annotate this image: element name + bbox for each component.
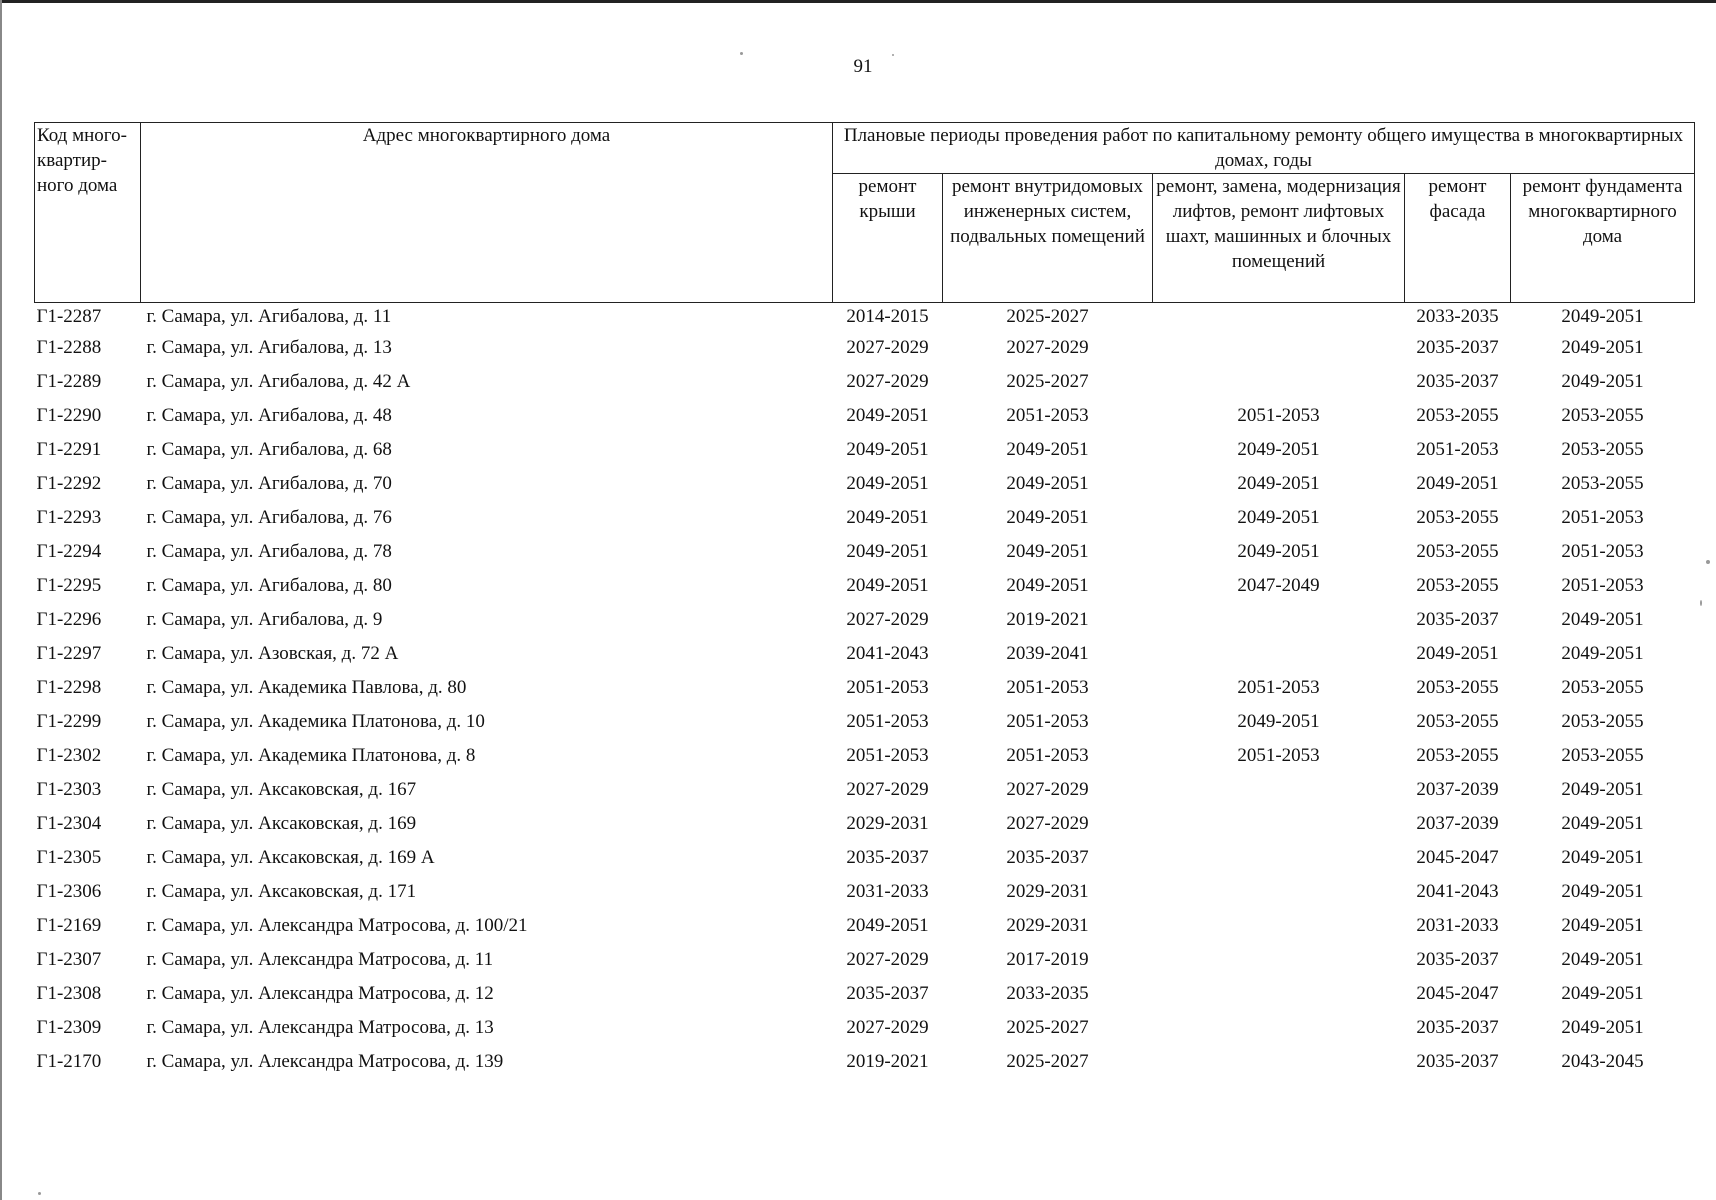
cell-foundation: 2049-2051 xyxy=(1561,983,1644,1004)
cell-elevators: 2049-2051 xyxy=(1237,473,1320,494)
cell-roof: 2049-2051 xyxy=(846,507,929,528)
cell-facade: 2035-2037 xyxy=(1416,949,1499,970)
cell-code: Г1-2296 xyxy=(36,609,102,630)
cell-roof: 2051-2053 xyxy=(846,745,929,766)
cell-roof: 2035-2037 xyxy=(846,847,929,868)
cell-code: Г1-2290 xyxy=(36,405,102,426)
cell-elevators xyxy=(1153,841,1405,875)
cell-foundation: 2051-2053 xyxy=(1561,575,1644,596)
table-header xyxy=(35,123,1695,303)
cell-code: Г1-2169 xyxy=(36,915,102,936)
table-row xyxy=(35,739,1695,773)
cell-facade: 2049-2051 xyxy=(1416,473,1499,494)
table-row xyxy=(35,569,1695,603)
cell-address: г. Самара, ул. Аксаковская, д. 171 xyxy=(146,881,417,902)
cell-address: г. Самара, ул. Агибалова, д. 9 xyxy=(146,609,383,630)
cell-engineering: 2049-2051 xyxy=(1006,439,1089,460)
cell-address: г. Самара, ул. Академика Платонова, д. 8 xyxy=(146,745,476,766)
cell-foundation: 2053-2055 xyxy=(1561,439,1644,460)
table-row xyxy=(35,705,1695,739)
cell-elevators xyxy=(1153,637,1405,671)
header-elevators: ремонт, замена, модернизация лифтов, ремонт лифтовых шахт, машинных и блочных помещений xyxy=(1153,174,1405,303)
cell-foundation: 2049-2051 xyxy=(1561,949,1644,970)
cell-facade: 2035-2037 xyxy=(1416,337,1499,358)
header-code: Код много-квартир-ного дома xyxy=(35,123,141,303)
cell-facade: 2053-2055 xyxy=(1416,711,1499,732)
cell-roof: 2019-2021 xyxy=(846,1051,929,1072)
table-row xyxy=(35,331,1695,365)
table-row xyxy=(35,303,1695,332)
cell-roof: 2049-2051 xyxy=(846,541,929,562)
table-row xyxy=(35,841,1695,875)
cell-engineering: 2029-2031 xyxy=(1006,881,1089,902)
cell-roof: 2027-2029 xyxy=(846,371,929,392)
cell-elevators: 2049-2051 xyxy=(1237,439,1320,460)
cell-foundation: 2049-2051 xyxy=(1561,915,1644,936)
cell-code: Г1-2295 xyxy=(36,575,102,596)
cell-code: Г1-2299 xyxy=(36,711,102,732)
cell-elevators: 2051-2053 xyxy=(1237,405,1320,426)
cell-foundation: 2049-2051 xyxy=(1561,813,1644,834)
cell-foundation: 2051-2053 xyxy=(1561,507,1644,528)
table-row xyxy=(35,773,1695,807)
cell-foundation: 2051-2053 xyxy=(1561,541,1644,562)
cell-code: Г1-2306 xyxy=(36,881,102,902)
cell-facade: 2035-2037 xyxy=(1416,1017,1499,1038)
table-row xyxy=(35,1011,1695,1045)
table-row xyxy=(35,671,1695,705)
cell-roof: 2027-2029 xyxy=(846,949,929,970)
cell-elevators xyxy=(1153,331,1405,365)
cell-facade: 2035-2037 xyxy=(1416,1051,1499,1072)
table-row xyxy=(35,399,1695,433)
cell-code: Г1-2287 xyxy=(36,306,102,327)
cell-engineering: 2051-2053 xyxy=(1006,745,1089,766)
cell-facade: 2045-2047 xyxy=(1416,847,1499,868)
cell-code: Г1-2302 xyxy=(36,745,102,766)
cell-roof: 2051-2053 xyxy=(846,677,929,698)
table-row xyxy=(35,433,1695,467)
cell-roof: 2049-2051 xyxy=(846,439,929,460)
cell-elevators xyxy=(1153,875,1405,909)
cell-code: Г1-2294 xyxy=(36,541,102,562)
table-row xyxy=(35,535,1695,569)
cell-engineering: 2049-2051 xyxy=(1006,473,1089,494)
scan-speck xyxy=(38,1192,41,1195)
cell-roof: 2051-2053 xyxy=(846,711,929,732)
cell-code: Г1-2291 xyxy=(36,439,102,460)
scan-top-edge xyxy=(0,0,1716,3)
cell-elevators: 2049-2051 xyxy=(1237,711,1320,732)
table-row xyxy=(35,637,1695,671)
cell-facade: 2031-2033 xyxy=(1416,915,1499,936)
table-row xyxy=(35,467,1695,501)
cell-address: г. Самара, ул. Аксаковская, д. 169 xyxy=(146,813,417,834)
header-periods-group: Плановые периоды проведения работ по капитальному ремонту общего имущества в многоквартирных домах, годы xyxy=(833,123,1695,174)
scan-speck xyxy=(1700,600,1702,606)
cell-foundation: 2049-2051 xyxy=(1561,371,1644,392)
cell-facade: 2037-2039 xyxy=(1416,813,1499,834)
table-row xyxy=(35,875,1695,909)
cell-elevators: 2047-2049 xyxy=(1237,575,1320,596)
cell-foundation: 2049-2051 xyxy=(1561,847,1644,868)
cell-facade: 2053-2055 xyxy=(1416,507,1499,528)
cell-roof: 2027-2029 xyxy=(846,337,929,358)
cell-facade: 2053-2055 xyxy=(1416,405,1499,426)
cell-elevators xyxy=(1153,303,1405,332)
cell-foundation: 2043-2045 xyxy=(1561,1051,1644,1072)
cell-elevators xyxy=(1153,1011,1405,1045)
cell-engineering: 2029-2031 xyxy=(1006,915,1089,936)
cell-elevators xyxy=(1153,909,1405,943)
cell-engineering: 2025-2027 xyxy=(1006,371,1089,392)
cell-address: г. Самара, ул. Александра Матросова, д. 100/21 xyxy=(146,915,528,936)
cell-engineering: 2039-2041 xyxy=(1006,643,1089,664)
scan-speck xyxy=(740,52,743,55)
cell-engineering: 2027-2029 xyxy=(1006,337,1089,358)
cell-elevators: 2051-2053 xyxy=(1237,745,1320,766)
cell-facade: 2045-2047 xyxy=(1416,983,1499,1004)
cell-code: Г1-2304 xyxy=(36,813,102,834)
cell-code: Г1-2289 xyxy=(36,371,102,392)
table-row xyxy=(35,977,1695,1011)
table-row xyxy=(35,807,1695,841)
cell-foundation: 2053-2055 xyxy=(1561,745,1644,766)
cell-engineering: 2051-2053 xyxy=(1006,405,1089,426)
cell-roof: 2049-2051 xyxy=(846,915,929,936)
cell-foundation: 2049-2051 xyxy=(1561,337,1644,358)
cell-engineering: 2051-2053 xyxy=(1006,711,1089,732)
cell-facade: 2049-2051 xyxy=(1416,643,1499,664)
cell-code: Г1-2309 xyxy=(36,1017,102,1038)
cell-address: г. Самара, ул. Азовская, д. 72 А xyxy=(146,643,399,664)
cell-code: Г1-2170 xyxy=(36,1051,102,1072)
cell-code: Г1-2292 xyxy=(36,473,102,494)
cell-engineering: 2049-2051 xyxy=(1006,507,1089,528)
header-row-1 xyxy=(35,123,1695,174)
cell-address: г. Самара, ул. Агибалова, д. 80 xyxy=(146,575,392,596)
cell-address: г. Самара, ул. Аксаковская, д. 167 xyxy=(146,779,417,800)
cell-roof: 2049-2051 xyxy=(846,575,929,596)
cell-facade: 2037-2039 xyxy=(1416,779,1499,800)
cell-code: Г1-2297 xyxy=(36,643,102,664)
cell-engineering: 2051-2053 xyxy=(1006,677,1089,698)
table-row xyxy=(35,501,1695,535)
cell-facade: 2041-2043 xyxy=(1416,881,1499,902)
cell-facade: 2033-2035 xyxy=(1416,306,1499,327)
cell-foundation: 2053-2055 xyxy=(1561,405,1644,426)
cell-address: г. Самара, ул. Академика Павлова, д. 80 xyxy=(146,677,467,698)
cell-code: Г1-2307 xyxy=(36,949,102,970)
cell-roof: 2014-2015 xyxy=(846,306,929,327)
header-roof: ремонт крыши xyxy=(833,174,943,303)
header-engineering: ремонт внутридомовых инженерных систем, подвальных помещений xyxy=(943,174,1153,303)
cell-elevators xyxy=(1153,807,1405,841)
header-facade: ремонт фасада xyxy=(1405,174,1511,303)
cell-address: г. Самара, ул. Агибалова, д. 78 xyxy=(146,541,392,562)
cell-code: Г1-2293 xyxy=(36,507,102,528)
cell-code: Г1-2288 xyxy=(36,337,102,358)
cell-engineering: 2019-2021 xyxy=(1006,609,1089,630)
cell-address: г. Самара, ул. Александра Матросова, д. 13 xyxy=(146,1017,494,1038)
cell-facade: 2035-2037 xyxy=(1416,371,1499,392)
table-row xyxy=(35,365,1695,399)
scan-speck xyxy=(892,54,894,56)
cell-code: Г1-2303 xyxy=(36,779,102,800)
cell-engineering: 2027-2029 xyxy=(1006,813,1089,834)
cell-roof: 2031-2033 xyxy=(846,881,929,902)
cell-code: Г1-2298 xyxy=(36,677,102,698)
cell-engineering: 2027-2029 xyxy=(1006,779,1089,800)
header-address: Адрес многоквартирного дома xyxy=(141,123,833,303)
table-row xyxy=(35,603,1695,637)
cell-elevators xyxy=(1153,773,1405,807)
cell-facade: 2053-2055 xyxy=(1416,541,1499,562)
cell-elevators: 2049-2051 xyxy=(1237,507,1320,528)
cell-address: г. Самара, ул. Агибалова, д. 76 xyxy=(146,507,392,528)
cell-facade: 2053-2055 xyxy=(1416,677,1499,698)
cell-address: г. Самара, ул. Агибалова, д. 11 xyxy=(146,306,392,327)
cell-address: г. Самара, ул. Агибалова, д. 68 xyxy=(146,439,392,460)
header-foundation: ремонт фундамента многоквартирного дома xyxy=(1511,174,1695,303)
cell-address: г. Самара, ул. Александра Матросова, д. 11 xyxy=(146,949,494,970)
table-row xyxy=(35,909,1695,943)
cell-foundation: 2053-2055 xyxy=(1561,473,1644,494)
cell-address: г. Самара, ул. Агибалова, д. 48 xyxy=(146,405,392,426)
table-row xyxy=(35,1045,1695,1079)
cell-address: г. Самара, ул. Аксаковская, д. 169 А xyxy=(146,847,435,868)
cell-elevators xyxy=(1153,1045,1405,1079)
cell-foundation: 2049-2051 xyxy=(1561,643,1644,664)
page-number: 91 xyxy=(853,56,873,77)
cell-address: г. Самара, ул. Александра Матросова, д. 12 xyxy=(146,983,494,1004)
cell-roof: 2049-2051 xyxy=(846,405,929,426)
cell-address: г. Самара, ул. Агибалова, д. 70 xyxy=(146,473,392,494)
cell-elevators xyxy=(1153,943,1405,977)
cell-roof: 2035-2037 xyxy=(846,983,929,1004)
cell-facade: 2035-2037 xyxy=(1416,609,1499,630)
cell-engineering: 2035-2037 xyxy=(1006,847,1089,868)
cell-code: Г1-2305 xyxy=(36,847,102,868)
capital-repair-schedule-table xyxy=(34,122,1695,1079)
cell-address: г. Самара, ул. Агибалова, д. 13 xyxy=(146,337,392,358)
cell-roof: 2027-2029 xyxy=(846,1017,929,1038)
table-body xyxy=(35,303,1695,1080)
cell-facade: 2051-2053 xyxy=(1416,439,1499,460)
cell-roof: 2027-2029 xyxy=(846,609,929,630)
cell-elevators xyxy=(1153,603,1405,637)
cell-foundation: 2053-2055 xyxy=(1561,677,1644,698)
table-row xyxy=(35,943,1695,977)
cell-roof: 2049-2051 xyxy=(846,473,929,494)
cell-engineering: 2033-2035 xyxy=(1006,983,1089,1004)
cell-roof: 2027-2029 xyxy=(846,779,929,800)
cell-address: г. Самара, ул. Академика Платонова, д. 10 xyxy=(146,711,485,732)
cell-engineering: 2049-2051 xyxy=(1006,541,1089,562)
cell-roof: 2029-2031 xyxy=(846,813,929,834)
cell-engineering: 2025-2027 xyxy=(1006,1017,1089,1038)
cell-foundation: 2049-2051 xyxy=(1561,1017,1644,1038)
cell-elevators: 2049-2051 xyxy=(1237,541,1320,562)
cell-foundation: 2049-2051 xyxy=(1561,779,1644,800)
cell-roof: 2041-2043 xyxy=(846,643,929,664)
cell-address: г. Самара, ул. Агибалова, д. 42 А xyxy=(146,371,411,392)
cell-engineering: 2025-2027 xyxy=(1006,306,1089,327)
cell-elevators xyxy=(1153,365,1405,399)
scan-left-edge xyxy=(0,0,2,1200)
cell-foundation: 2053-2055 xyxy=(1561,711,1644,732)
cell-address: г. Самара, ул. Александра Матросова, д. 139 xyxy=(146,1051,504,1072)
cell-foundation: 2049-2051 xyxy=(1561,881,1644,902)
cell-engineering: 2049-2051 xyxy=(1006,575,1089,596)
cell-engineering: 2017-2019 xyxy=(1006,949,1089,970)
cell-foundation: 2049-2051 xyxy=(1561,609,1644,630)
cell-code: Г1-2308 xyxy=(36,983,102,1004)
cell-facade: 2053-2055 xyxy=(1416,575,1499,596)
cell-elevators xyxy=(1153,977,1405,1011)
cell-elevators: 2051-2053 xyxy=(1237,677,1320,698)
cell-engineering: 2025-2027 xyxy=(1006,1051,1089,1072)
cell-foundation: 2049-2051 xyxy=(1561,306,1644,327)
scan-speck xyxy=(1706,560,1710,564)
cell-facade: 2053-2055 xyxy=(1416,745,1499,766)
